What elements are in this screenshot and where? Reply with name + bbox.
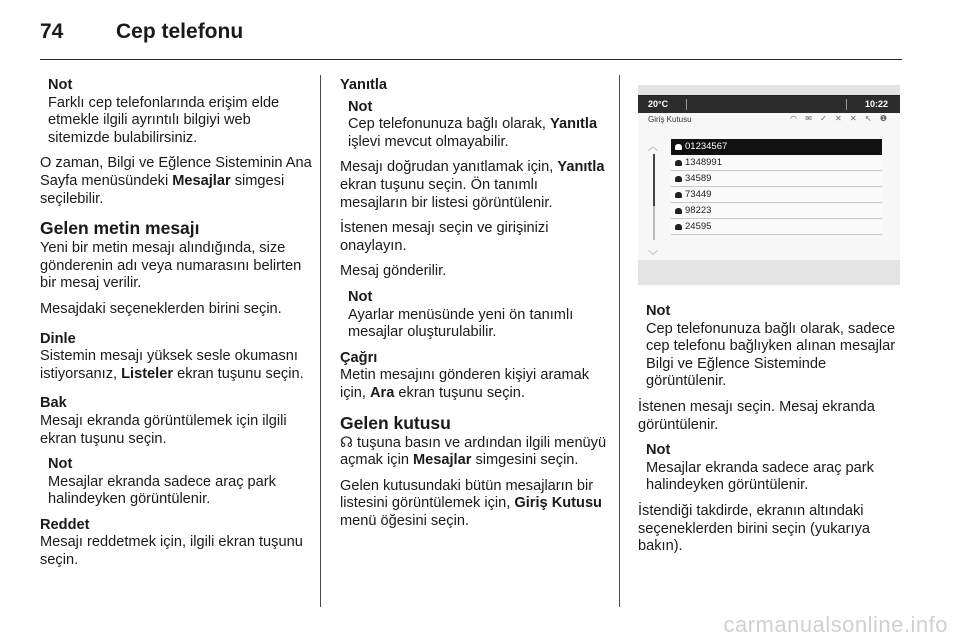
list-item[interactable]: 34589 bbox=[671, 171, 882, 187]
note-title: Not bbox=[48, 456, 73, 473]
heading-gelen-kutusu: Gelen kutusu bbox=[340, 412, 451, 433]
watermark: carmanualsonline.info bbox=[723, 612, 948, 637]
scroll-up-icon[interactable]: ︿ bbox=[648, 142, 658, 153]
paragraph: Metin mesajını gönderen kişiyi aramak için, Ara ekran tuşunu seçin. bbox=[340, 367, 590, 401]
list-item[interactable]: 01234567 bbox=[671, 139, 882, 155]
scrollbar-thumb[interactable] bbox=[653, 154, 655, 206]
subheading-bak: Bak bbox=[40, 395, 67, 412]
note-text: Cep telefonunuza bağlı olarak, Yanıtla işlevi mevcut olmayabilir. bbox=[348, 116, 598, 150]
column-2 bbox=[340, 77, 608, 538]
list-item[interactable]: 98223 bbox=[671, 203, 882, 219]
paragraph: Sistemin mesajı yüksek sesle okumasnı istiyorsanız, Listeler ekran tuşunu seçin. bbox=[40, 348, 304, 382]
note-title: Not bbox=[348, 288, 373, 305]
column-divider-2 bbox=[619, 75, 620, 607]
contact-icon bbox=[675, 144, 682, 150]
note-6 bbox=[646, 442, 902, 495]
note-4 bbox=[348, 289, 608, 342]
scroll-down-icon[interactable]: ﹀ bbox=[648, 251, 658, 262]
contact-icon bbox=[675, 224, 682, 230]
paragraph: İstendiği takdirde, ekranın altındaki seçeneklerden birini seçin (yukarıya bakın). bbox=[638, 502, 870, 555]
subheading-dinle: Dinle bbox=[40, 330, 76, 347]
note-1 bbox=[48, 77, 312, 147]
contact-icon bbox=[675, 208, 682, 214]
paragraph: Mesajı reddetmek için, ilgili ekran tuşunu seçin. bbox=[40, 534, 303, 569]
note-title: Not bbox=[48, 77, 73, 93]
paragraph: O zaman, Bilgi ve Eğlence Sisteminin Ana Sayfa menüsündeki Mesajlar simgesi seçilebilir. bbox=[40, 155, 312, 207]
inbox-list bbox=[671, 139, 882, 235]
subheading-yanitla: Yanıtla bbox=[340, 77, 388, 93]
note-text: Cep telefonunuza bağlı olarak, sadece cep telefonu bağlıyken alınan mesajlar Bilgi ve Eğlence Sisteminde görüntülenir. bbox=[646, 320, 896, 390]
temperature-readout: 20°C bbox=[648, 99, 669, 109]
screen-status-bar bbox=[638, 96, 900, 113]
paragraph: ☊ tuşuna basın ve ardından ilgili menüyü açmak için Mesajlar simgesini seçin. bbox=[340, 434, 607, 469]
header-rule bbox=[40, 59, 902, 60]
page-header bbox=[40, 20, 920, 46]
contact-icon bbox=[675, 160, 682, 166]
note-title: Not bbox=[348, 98, 373, 115]
column-1 bbox=[40, 77, 312, 578]
note-text: Ayarlar menüsünde yeni ön tanımlı mesajlar oluşturulabilir. bbox=[348, 306, 574, 341]
paragraph: Mesajdaki seçeneklerden birini seçin. bbox=[40, 300, 282, 317]
clock-readout: 10:22 bbox=[864, 99, 888, 109]
list-item[interactable]: 1348991 bbox=[671, 155, 882, 171]
note-title: Not bbox=[646, 442, 671, 459]
paragraph: İstenen mesajı seçin. Mesaj ekranda görüntülenir. bbox=[638, 398, 875, 433]
screen-subtitle: Giriş Kutusu bbox=[648, 115, 692, 124]
paragraph: İstenen mesajı seçin ve girişinizi onaylayın. bbox=[340, 220, 549, 254]
note-text: Mesajlar ekranda sadece araç park halindeyken görüntülenir. bbox=[646, 459, 874, 494]
contact-icon bbox=[675, 192, 682, 198]
paragraph: Gelen kutusundaki bütün mesajların bir listesini görüntülemek için, Giriş Kutusu menü öğesini seçin. bbox=[340, 477, 602, 529]
contact-icon bbox=[675, 176, 682, 182]
inbox-screen-image bbox=[638, 85, 900, 285]
screen-title-bar bbox=[638, 113, 900, 126]
list-item[interactable]: 73449 bbox=[671, 187, 882, 203]
note-title: Not bbox=[646, 303, 671, 319]
paragraph: Yeni bir metin mesajı alındığında, size gönderenin adı veya numarasını belirten bir mesaj verilir. bbox=[40, 240, 302, 292]
status-icons: ◠ ✉ ✓ ✕ ✕ ↖ ❶ bbox=[789, 114, 890, 123]
note-3 bbox=[348, 99, 608, 152]
column-3 bbox=[638, 303, 902, 564]
note-2 bbox=[48, 456, 312, 509]
subheading-reddet: Reddet bbox=[40, 516, 90, 533]
note-text: Mesajlar ekranda sadece araç park halindeyken görüntülenir. bbox=[48, 473, 276, 508]
paragraph: Mesajı doğrudan yanıtlamak için, Yanıtla ekran tuşunu seçin. Ön tanımlı mesajların bir listesi görüntülenir. bbox=[340, 159, 605, 211]
paragraph: Mesajı ekranda görüntülemek için ilgili ekran tuşunu seçin. bbox=[40, 412, 287, 447]
paragraph: Mesaj gönderilir. bbox=[340, 263, 447, 280]
screen-display bbox=[638, 95, 900, 260]
list-item[interactable]: 24595 bbox=[671, 219, 882, 235]
heading-gelen-metin-mesaji: Gelen metin mesajı bbox=[40, 218, 200, 239]
column-divider-1 bbox=[320, 75, 321, 607]
note-text: Farklı cep telefonlarında erişim elde etmekle ilgili ayrıntılı bilgiyi web sitemizde bulabilirsiniz. bbox=[48, 94, 280, 146]
page-number: 74 bbox=[40, 20, 64, 43]
note-5 bbox=[646, 303, 902, 391]
phone-key-icon: ☊ bbox=[340, 434, 353, 451]
page-title: Cep telefonu bbox=[116, 20, 244, 43]
subheading-cagri: Çağrı bbox=[340, 349, 378, 366]
